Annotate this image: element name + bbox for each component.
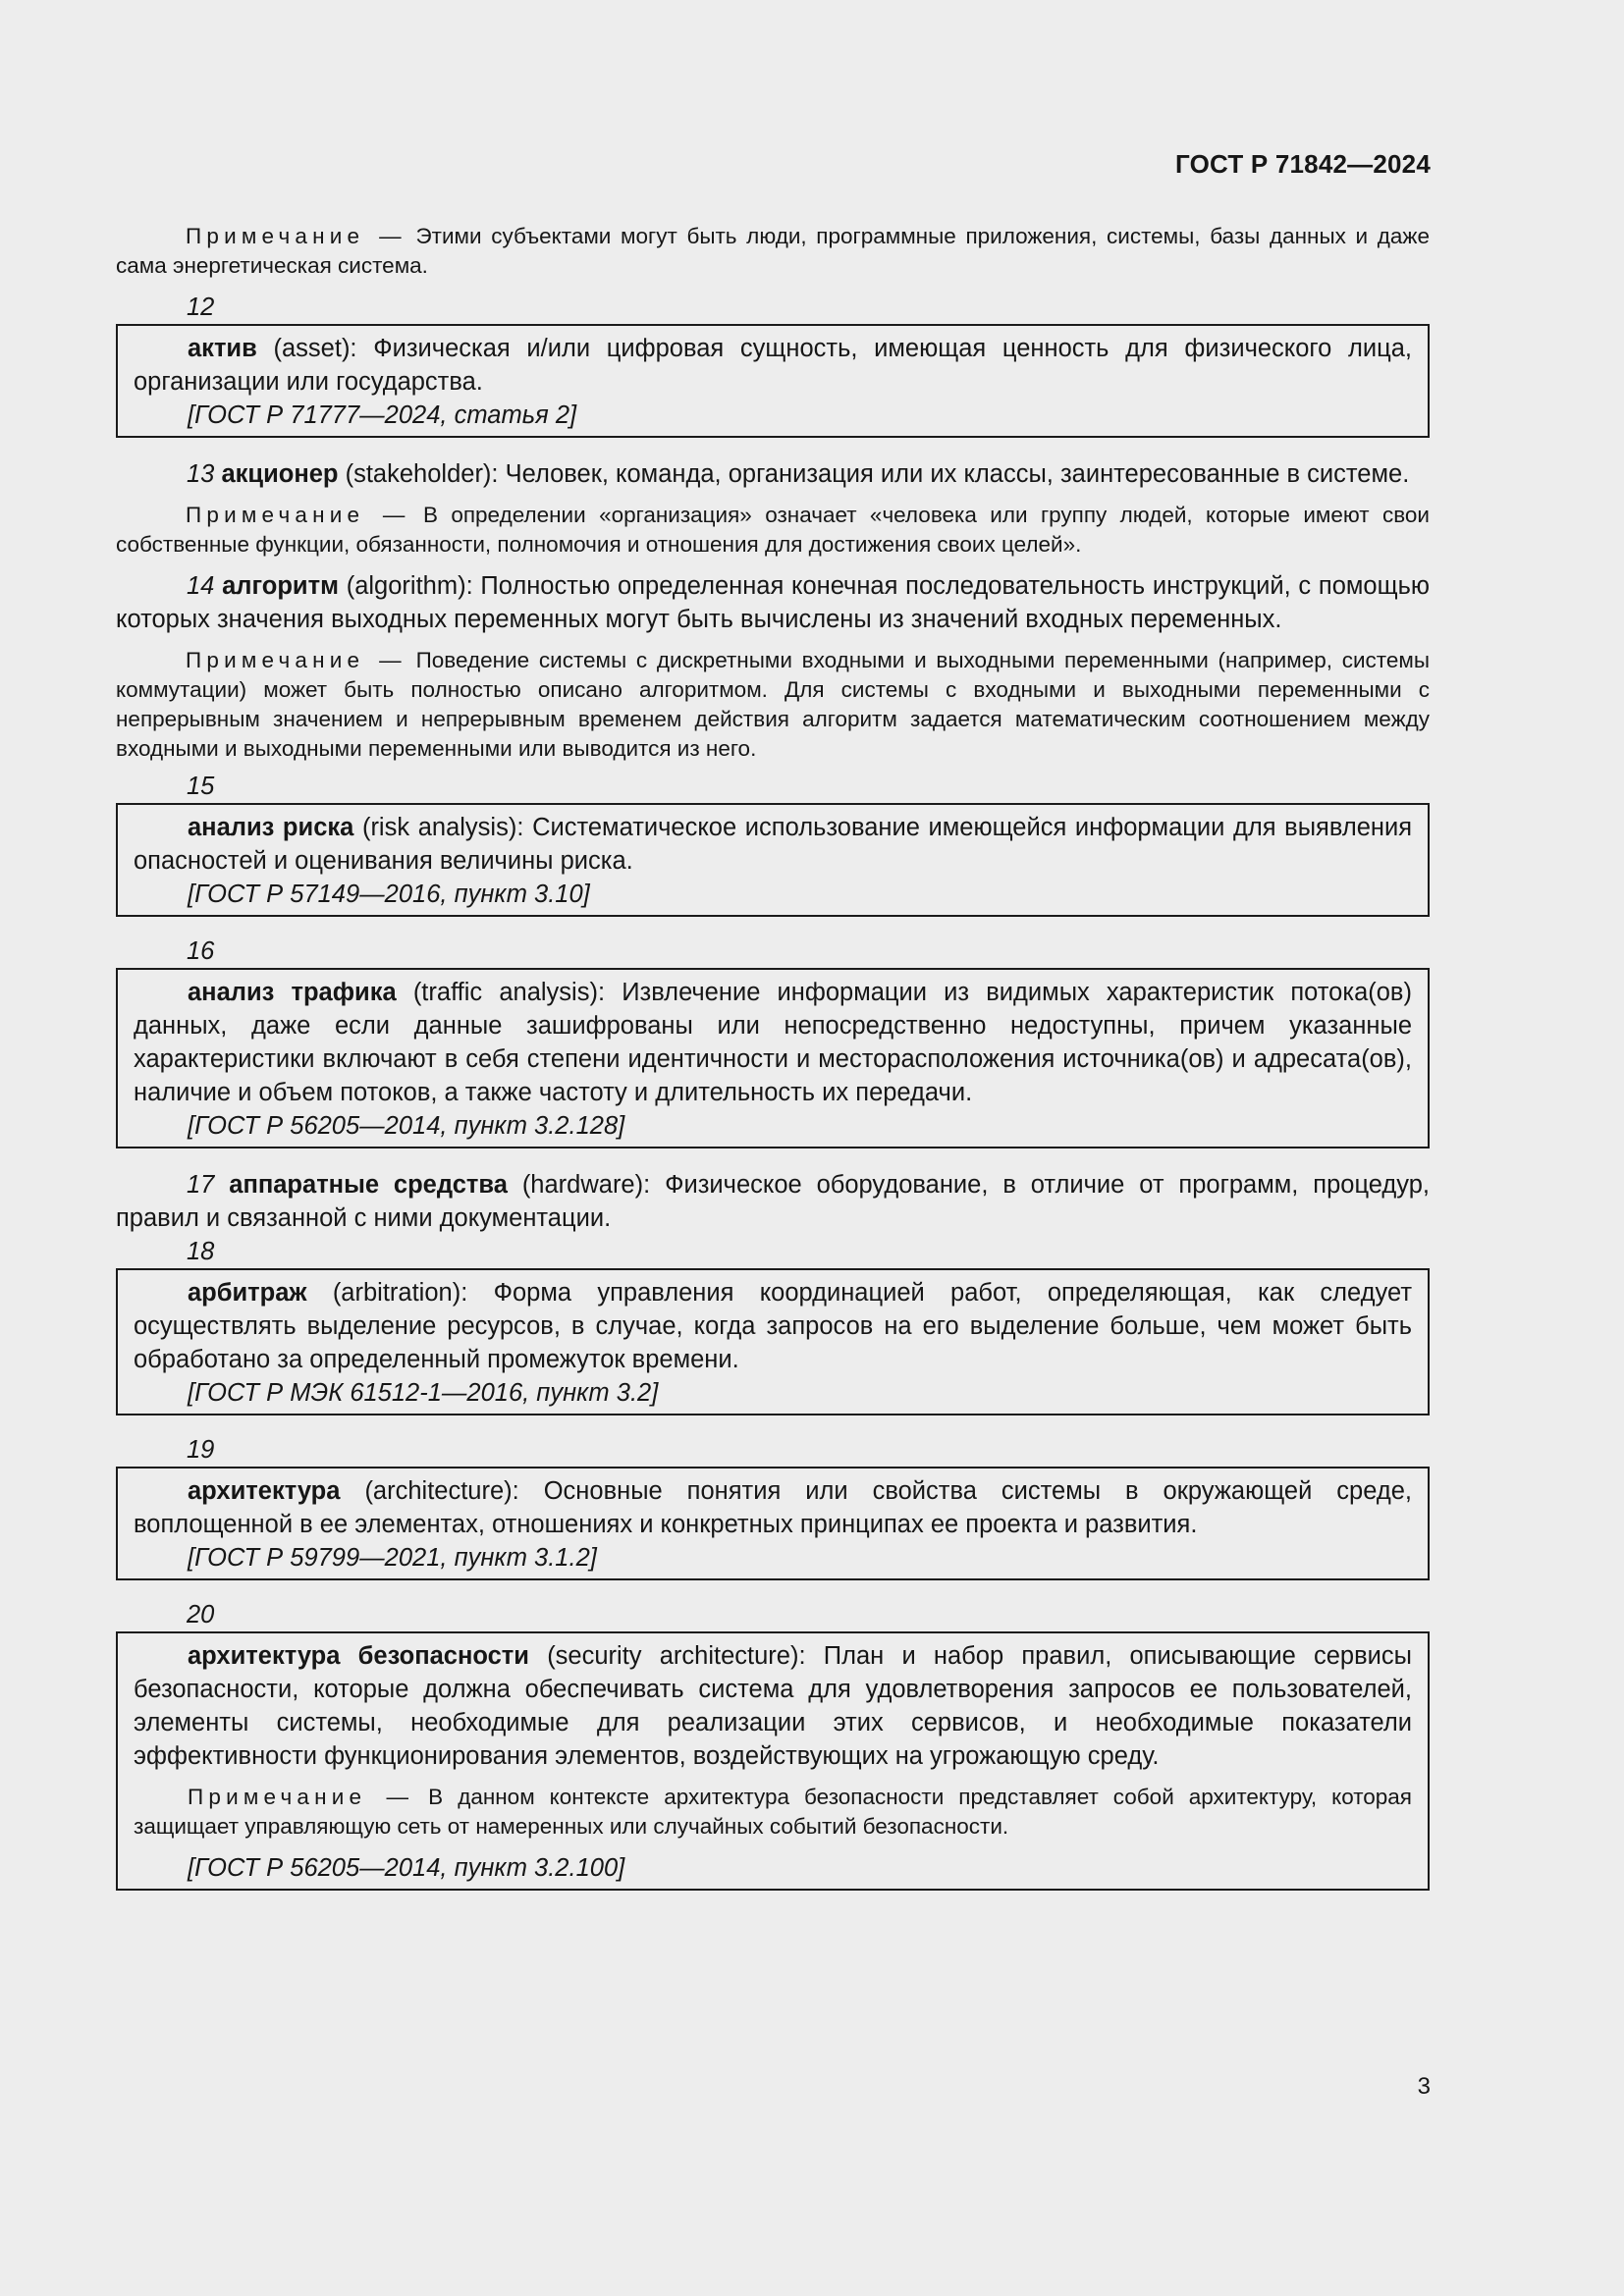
- definition-12: [134, 332, 1412, 399]
- term-number-17: 17: [187, 1171, 215, 1199]
- term-number-15: 15: [187, 773, 215, 800]
- term-name: актив: [188, 335, 257, 362]
- term-definition: Форма управления координацией работ, определяющая, как следует осуществлять выделение ресурсов, в случае, когда запросов на его выделение больше, чем может быть обработано за определенный промежуток времени.: [134, 1279, 1412, 1373]
- term-number-16: 16: [187, 937, 215, 965]
- note-text: В данном контексте архитектура безопасности представляет собой архитектуру, которая защищает управляющую сеть от намеренных или случайных событий безопасности.: [134, 1785, 1412, 1839]
- term-definition: Физическая и/или цифровая сущность, имеющая ценность для физического лица, организации или государства.: [134, 335, 1413, 396]
- source-reference-16: [ГОСТ Р 56205—2014, пункт 3.2.128]: [188, 1112, 625, 1140]
- note-13: [116, 501, 1430, 560]
- note-label: Примечание —: [186, 224, 406, 248]
- term-english: (arbitration):: [332, 1279, 468, 1307]
- note-text: В определении «организация» означает «человека или группу людей, которые имеют свои собственные функции, обязанности, полномочия и отношения для достижения своих целей».: [116, 503, 1430, 557]
- term-definition: Извлечение информации из видимых характеристик потока(ов) данных, даже если данные зашифрованы или непосредственно недоступны, причем указанные характеристики включают в себя степени идентичности и месторасположения источника(ов) и адресата(ов), наличие и объем потоков, а также частоту и длительность их передачи.: [134, 979, 1412, 1106]
- document-body: [116, 222, 1430, 1891]
- definition-19: [134, 1474, 1412, 1541]
- term-name: архитектура безопасности: [188, 1642, 529, 1670]
- note-text: Этими субъектами могут быть люди, программные приложения, системы, базы данных и даже сама энергетическая система.: [116, 224, 1430, 278]
- term-name: алгоритм: [222, 572, 339, 600]
- term-name: аппаратные средства: [229, 1171, 508, 1199]
- source-reference-19: [ГОСТ Р 59799—2021, пункт 3.1.2]: [188, 1544, 597, 1572]
- term-definition: Физическое оборудование, в отличие от программ, процедур, правил и связанной с ними документации.: [116, 1171, 1430, 1232]
- term-english: (hardware):: [521, 1171, 651, 1199]
- term-english: (algorithm):: [346, 572, 473, 600]
- page-header-code: ГОСТ Р 71842—2024: [1175, 149, 1431, 179]
- term-english: (architecture):: [364, 1477, 519, 1505]
- term-name: анализ трафика: [188, 979, 397, 1006]
- term-name: архитектура: [188, 1477, 341, 1505]
- definition-17: [116, 1168, 1430, 1235]
- term-number-14: 14: [187, 572, 215, 600]
- intro-note: [116, 222, 1430, 281]
- note-14: [116, 646, 1430, 764]
- term-box-12: [116, 324, 1430, 438]
- term-definition: Основные понятия или свойства системы в окружающей среде, воплощенной в ее элементах, отношениях и конкретных принципах ее проекта и развития.: [134, 1477, 1412, 1538]
- source-reference-20: [ГОСТ Р 56205—2014, пункт 3.2.100]: [188, 1854, 625, 1882]
- note-20: [134, 1783, 1412, 1842]
- term-number-18: 18: [187, 1238, 215, 1265]
- term-number-20: 20: [187, 1601, 215, 1629]
- source-reference-15: [ГОСТ Р 57149—2016, пункт 3.10]: [188, 881, 590, 908]
- term-box-18: [116, 1268, 1430, 1415]
- definition-18: [134, 1276, 1412, 1376]
- term-name: арбитраж: [188, 1279, 307, 1307]
- term-number-19: 19: [187, 1436, 215, 1464]
- term-name: акционер: [221, 460, 339, 488]
- note-label: Примечание —: [186, 648, 406, 672]
- term-definition: Полностью определенная конечная последовательность инструкций, с помощью которых значения выходных переменных могут быть вычислены из значений входных переменных.: [116, 572, 1430, 633]
- term-english: (risk analysis):: [361, 814, 524, 841]
- term-definition: Систематическое использование имеющейся информации для выявления опасностей и оценивания величины риска.: [134, 814, 1413, 875]
- term-box-19: [116, 1467, 1430, 1580]
- term-number-12: 12: [187, 294, 215, 321]
- definition-16: [134, 976, 1412, 1109]
- definition-14: [116, 569, 1430, 636]
- term-english: (stakeholder):: [345, 460, 499, 488]
- term-box-16: [116, 968, 1430, 1148]
- definition-13: [116, 457, 1430, 491]
- term-english: (security architecture):: [547, 1642, 806, 1670]
- source-reference-18: [ГОСТ Р МЭК 61512-1—2016, пункт 3.2]: [188, 1379, 659, 1407]
- note-label: Примечание —: [188, 1785, 414, 1809]
- definition-15: [134, 811, 1412, 878]
- note-text: Поведение системы с дискретными входными и выходными переменными (например, системы коммутации) может быть полностью описано алгоритмом. Для системы с входными и выходными переменными с непрерывным значением и непрерывным временем действия алгоритм задается математическим соотношением между входными и выходными переменными или выводится из него.: [116, 648, 1430, 761]
- term-number-13: 13: [187, 460, 215, 488]
- term-definition: План и набор правил, описывающие сервисы безопасности, которые должна обеспечивать система для удовлетворения запросов ее пользователей, элементы системы, необходимые для реализации этих сервисов, и необходимые показатели эффективности функционирования элементов, воздействующих на угрожающую среду.: [134, 1642, 1412, 1770]
- term-box-15: [116, 803, 1430, 917]
- term-english: (asset):: [273, 335, 357, 362]
- note-label: Примечание —: [186, 503, 410, 527]
- term-definition: Человек, команда, организация или их классы, заинтересованные в системе.: [505, 460, 1410, 488]
- term-english: (traffic analysis):: [412, 979, 606, 1006]
- page-number: 3: [1417, 2073, 1431, 2100]
- definition-20: [134, 1639, 1412, 1773]
- term-name: анализ риска: [188, 814, 354, 841]
- term-box-20: [116, 1631, 1430, 1891]
- source-reference-12: [ГОСТ Р 71777—2024, статья 2]: [188, 401, 577, 429]
